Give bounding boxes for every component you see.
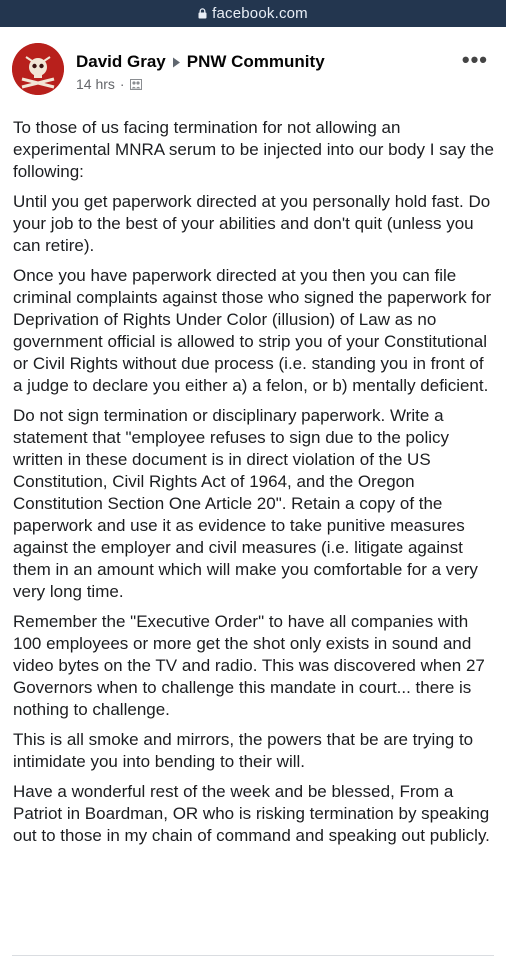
author-line bbox=[76, 52, 325, 72]
author-name[interactable]: David Gray bbox=[76, 52, 166, 71]
lock-icon bbox=[198, 8, 207, 19]
avatar[interactable] bbox=[12, 43, 64, 95]
arrow-right-icon bbox=[172, 57, 181, 68]
friends-icon bbox=[130, 79, 142, 90]
post-paragraph: This is all smoke and mirrors, the powers that be are trying to intimidate you into bending to their will. bbox=[13, 730, 474, 771]
post-paragraph: Have a wonderful rest of the week and be blessed, From a Patriot in Boardman, OR who is risking termination by speaking out to those in my chain of command and speaking out publicly. bbox=[13, 782, 490, 845]
post-header bbox=[0, 27, 506, 99]
post-meta bbox=[76, 76, 142, 92]
url-text: facebook.com bbox=[212, 5, 308, 22]
post-paragraph: Until you get paperwork directed at you personally hold fast. Do your job to the best of your abilities and don't quit (unless you can retire). bbox=[13, 192, 491, 255]
group-name[interactable]: PNW Community bbox=[186, 52, 325, 71]
divider bbox=[12, 955, 494, 956]
post-paragraph: Do not sign termination or disciplinary paperwork. Write a statement that "employee refuses to sign due to the policy written in these document is in direct violation of the US Constitution, Civil Rights Act of 1964, and the Oregon Constitution Section One Article 20". Retain a copy of the paperwork and use it as evidence to take punitive measures against the employer and civil measures (i.e. litigate against them in an amount which will make you comfortable for a very very long time. bbox=[13, 406, 478, 601]
more-options-icon[interactable]: ••• bbox=[461, 47, 488, 72]
post-time[interactable]: 14 hrs bbox=[76, 76, 115, 92]
post-body bbox=[13, 117, 497, 855]
post-paragraph: To those of us facing termination for not allowing an experimental MNRA serum to be injected into our body I say the following: bbox=[13, 118, 494, 181]
post-paragraph: Remember the "Executive Order" to have all companies with 100 employees or more get the shot only exists in sound and video bytes on the TV and radio. This was discovered when 27 Governors when to challenge this mandate in court... there is nothing to challenge. bbox=[13, 612, 485, 719]
browser-url-bar[interactable] bbox=[0, 0, 506, 27]
avatar-emblem bbox=[12, 43, 64, 95]
meta-separator: · bbox=[119, 76, 125, 92]
post-paragraph: Once you have paperwork directed at you then you can file criminal complaints against those who signed the paperwork for Deprivation of Rights Under Color (illusion) of Law as no government official is allowed to strip you of your Constitutional or Civil Rights without due process (i.e. standing you in front of a judge to declare you either a) a felon, or b) mentally deficient. bbox=[13, 266, 492, 395]
